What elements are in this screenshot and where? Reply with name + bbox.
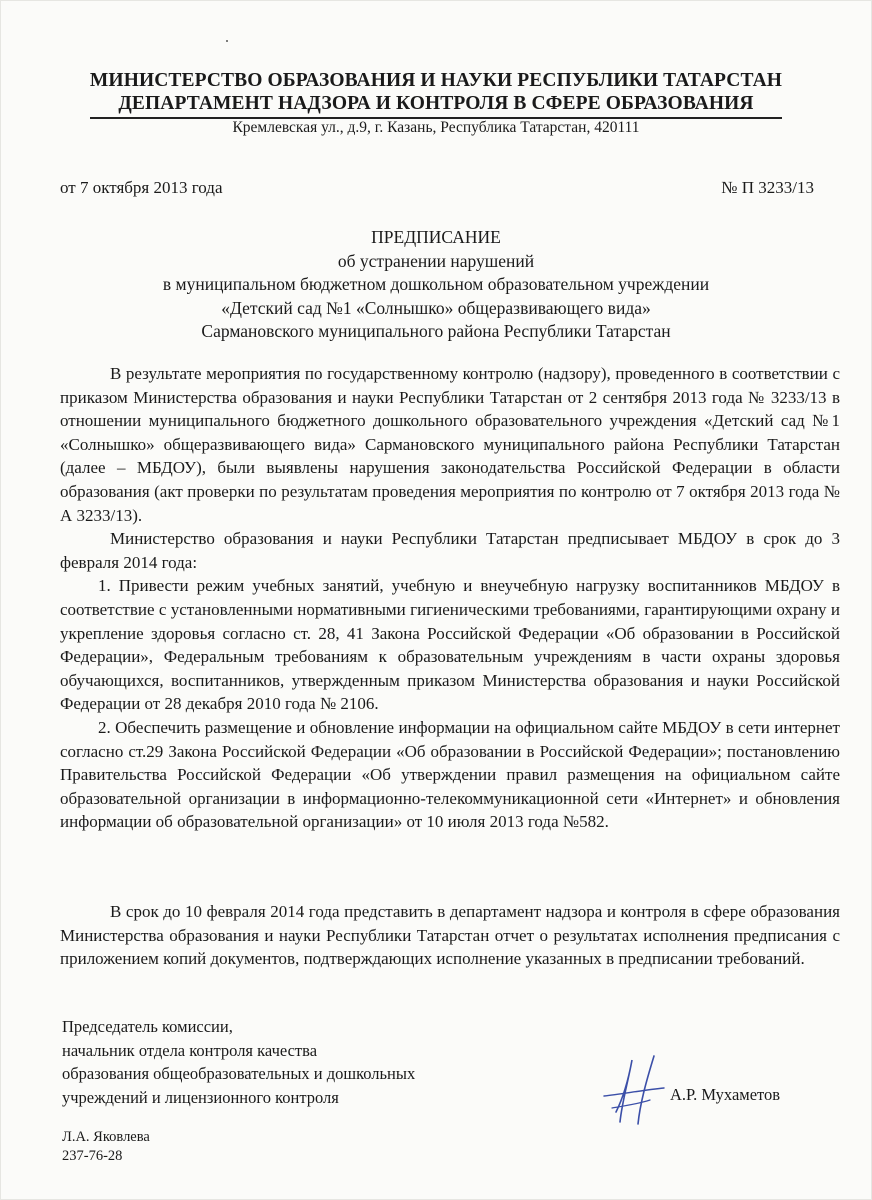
signatory-line-4: учреждений и лицензионного контроля [62, 1087, 339, 1107]
signatory-title [62, 1015, 415, 1109]
document-number: № П 3233/13 [721, 178, 814, 197]
document-title [0, 226, 872, 344]
signatory-line-2: начальник отдела контроля качества [62, 1040, 318, 1060]
title-institution-name: «Детский сад №1 «Солнышко» общеразвивающего вида» [221, 297, 651, 318]
title-institution-type: в муниципальном бюджетном дошкольном образовательном учреждении [162, 274, 710, 294]
title-district: Сармановского муниципального района Республики Татарстан [201, 321, 671, 341]
paragraph-findings: В результате мероприятия по государственному контролю (надзору), проведенного в соответствии с приказом Министерства образования и науки Республики Татарстан от 2 сентября 2013 года № 3233/13 в отношении муниципального бюджетного дошкольного образовательного учреждения «Детский сад №1 «Солнышко» общеразвивающего вида» Сармановского муниципального района Республики Татарстан (далее – МБДОУ), были выявлены нарушения законодательства Российской Федерации в области образования (акт проверки по результатам проведения мероприятия по контролю от 7 октября 2013 года № А 3233/13). [60, 364, 840, 525]
title-heading: ПРЕДПИСАНИЕ [371, 227, 501, 247]
title-subject: об устранении нарушений [337, 250, 535, 271]
paragraph-order: Министерство образования и науки Республики Татарстан предписывает МБДОУ в срок до 3 февраля 2014 года: [60, 529, 840, 572]
document-body [60, 362, 840, 834]
scan-speck [226, 40, 228, 42]
report-deadline [60, 900, 840, 971]
address: Кремлевская ул., д.9, г. Казань, Республика Татарстан, 420111 [232, 119, 640, 136]
signatory-name: А.Р. Мухаметов [670, 1085, 781, 1104]
document-date: от 7 октября 2013 года [60, 178, 223, 197]
paragraph-item-1: 1. Привести режим учебных занятий, учебную и внеучебную нагрузку воспитанников МБДОУ в соответствие с установленными нормативными гигиеническими требованиями, гарантирующими охрану и укрепление здоровья согласно ст. 28, 41 Закона Российской Федерации «Об образовании в Российской Федерации», Федеральным требованиям к образовательным учреждениям в части охраны здоровья обучающихся, воспитанников, утвержденным приказом Министерства образования и науки Российской Федерации от 28 декабря 2010 года № 2106. [60, 576, 840, 714]
paragraph-report: В срок до 10 февраля 2014 года представить в департамент надзора и контроля в сфере образования Министерства образования и науки Республики Татарстан отчет о результатах исполнения предписания с приложением копий документов, подтверждающих исполнение указанных в предписании требований. [60, 902, 840, 969]
signatory-line-3: образования общеобразовательных и дошкольных [62, 1064, 416, 1084]
paragraph-item-2: 2. Обеспечить размещение и обновление информации на официальном сайте МБДОУ в сети интернет согласно ст.29 Закона Российской Федерации «Об образовании в Российской Федерации»; постановлению Правительства Российской Федерации «Об утверждении правил размещения на официальном сайте образовательной организации в информационно-телекоммуникационной сети «Интернет» и обновления информации об образовательной организации» от 10 июля 2013 года №582. [60, 717, 840, 832]
executor-phone: 237-76-28 [62, 1148, 123, 1164]
handwritten-signature [598, 1052, 670, 1126]
department-name: ДЕПАРТАМЕНТ НАДЗОРА И КОНТРОЛЯ В СФЕРЕ ОБРАЗОВАНИЯ [118, 93, 754, 114]
executor-name: Л.А. Яковлева [62, 1129, 150, 1145]
ministry-name: МИНИСТЕРСТВО ОБРАЗОВАНИЯ И НАУКИ РЕСПУБЛИКИ ТАТАРСТАН [89, 70, 783, 91]
signatory-line-1: Председатель комиссии, [62, 1017, 233, 1036]
executor-info [62, 1128, 150, 1166]
